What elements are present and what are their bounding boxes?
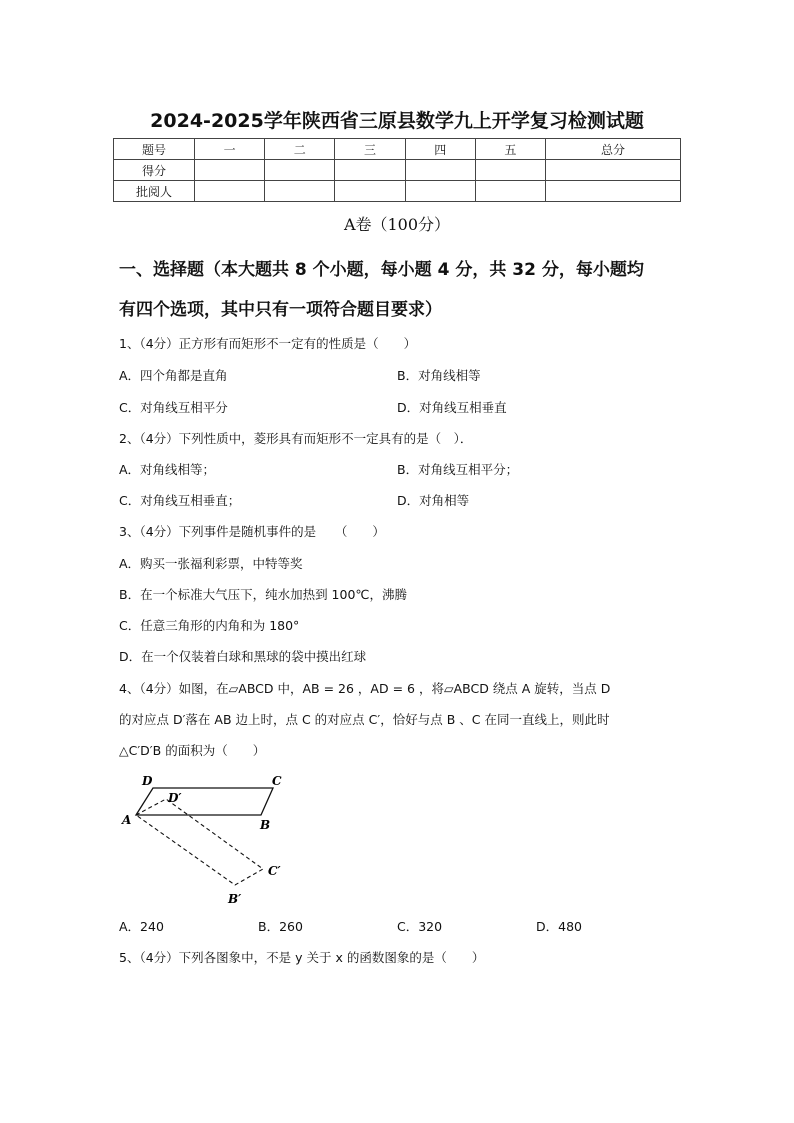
q3-option-d[interactable]: D．在一个仅装着白球和黑球的袋中摸出红球: [119, 649, 367, 664]
table-cell-input[interactable]: [405, 160, 475, 181]
question-4-stem-line: △C′D′B 的面积为（ ）: [119, 743, 266, 758]
table-cell: 五: [475, 139, 545, 160]
table-cell-input[interactable]: [546, 160, 681, 181]
table-cell: 批阅人: [114, 181, 195, 202]
q2-option-d[interactable]: D．对角相等: [397, 493, 470, 508]
question-2-stem: 2、（4分）下列性质中，菱形具有而矩形不一定具有的是（ ）．: [119, 431, 473, 446]
table-cell-input[interactable]: [265, 160, 335, 181]
q4-option-b[interactable]: B．260: [258, 919, 303, 934]
section-heading-line: 有四个选项，其中只有一项符合题目要求）: [119, 300, 442, 320]
q1-option-a[interactable]: A．四个角都是直角: [119, 368, 228, 383]
table-row: [114, 181, 681, 202]
label-c-prime: C′: [268, 864, 281, 878]
table-cell: 二: [265, 139, 335, 160]
table-cell: 得分: [114, 160, 195, 181]
q1-option-d[interactable]: D．对角线互相垂直: [397, 400, 507, 415]
table-cell-input[interactable]: [546, 181, 681, 202]
q2-option-a[interactable]: A．对角线相等；: [119, 462, 216, 477]
table-cell-input[interactable]: [195, 181, 265, 202]
score-table: [113, 138, 681, 202]
section-a-heading: A卷（100分）: [343, 215, 451, 234]
label-d-prime: D′: [168, 791, 182, 805]
q2-option-c[interactable]: C．对角线互相垂直；: [119, 493, 241, 508]
q3-option-c[interactable]: C．任意三角形的内角和为 180°: [119, 618, 300, 633]
table-cell: 四: [405, 139, 475, 160]
parallelogram-rotation-figure: [118, 772, 298, 916]
label-b: B: [260, 818, 271, 832]
q4-option-d[interactable]: D．480: [536, 919, 582, 934]
table-cell-input[interactable]: [335, 181, 405, 202]
q1-option-b[interactable]: B．对角线相等: [397, 368, 481, 383]
parallelogram-abcd: [136, 788, 273, 815]
table-row: [114, 160, 681, 181]
score-table-header-row: [114, 139, 681, 160]
question-4-stem-line: 的对应点 D′落在 AB 边上时，点 C 的对应点 C′，恰好与点 B 、C 在同一直线上，则此时: [119, 712, 610, 727]
q3-option-b[interactable]: B．在一个标准大气压下，纯水加热到 100℃，沸腾: [119, 587, 407, 602]
q4-option-a[interactable]: A．240: [119, 919, 164, 934]
table-cell-input[interactable]: [405, 181, 475, 202]
table-cell-input[interactable]: [475, 160, 545, 181]
q3-option-a[interactable]: A．购买一张福利彩票，中特等奖: [119, 556, 303, 571]
q4-option-c[interactable]: C．320: [397, 919, 443, 934]
section-heading-line: 一、选择题（本大题共 8 个小题，每小题 4 分，共 32 分，每小题均: [119, 260, 644, 280]
question-1-stem: 1、（4分）正方形有而矩形不一定有的性质是（ ）: [119, 336, 417, 351]
table-cell: 一: [195, 139, 265, 160]
label-b-prime: B′: [228, 892, 242, 906]
table-cell: 三: [335, 139, 405, 160]
table-cell-input[interactable]: [475, 181, 545, 202]
table-cell: 题号: [114, 139, 195, 160]
geometry-diagram: [118, 772, 298, 912]
q2-option-b[interactable]: B．对角线互相平分；: [397, 462, 519, 477]
table-cell-input[interactable]: [335, 160, 405, 181]
label-d: D: [142, 774, 153, 788]
section-heading: [119, 250, 679, 330]
label-c: C: [272, 774, 282, 788]
table-cell: 总分: [546, 139, 681, 160]
table-cell-input[interactable]: [265, 181, 335, 202]
rotated-parallelogram: [136, 799, 263, 885]
question-5-stem: 5、（4分）下列各图象中，不是 y 关于 x 的函数图象的是（ ）: [119, 950, 485, 965]
label-a: A: [122, 813, 132, 827]
table-cell-input[interactable]: [195, 160, 265, 181]
question-4-stem-line: 4、（4分）如图，在▱ABCD 中，AB = 26 ，AD = 6 ，将▱ABCD 绕点 A 旋转，当点 D: [119, 681, 611, 696]
q1-option-c[interactable]: C．对角线互相平分: [119, 400, 228, 415]
question-3-stem: 3、（4分）下列事件是随机事件的是 （ ）: [119, 524, 385, 539]
page-title: 2024-2025学年陕西省三原县数学九上开学复习检测试题: [150, 110, 644, 132]
